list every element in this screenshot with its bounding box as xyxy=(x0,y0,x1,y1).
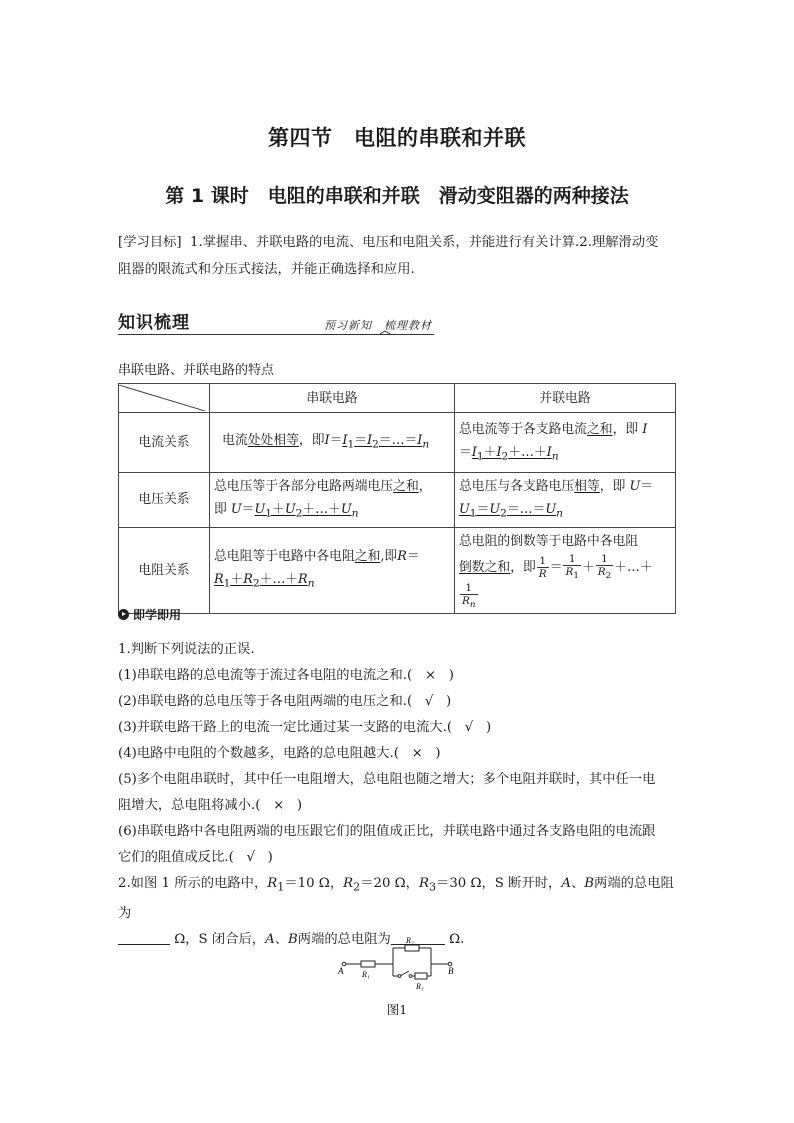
resistor-r1 xyxy=(361,961,375,967)
row-resistance-label: 电阻关系 xyxy=(119,527,210,613)
underline-answer: 之和 xyxy=(354,549,381,565)
label-a: A xyxy=(338,966,344,976)
answer-mark: × xyxy=(424,668,437,683)
list-item: (6)串联电路中各电阻两端的电压跟它们的阻值成正比，并联电路中通过各支路电阻的电流跟 它们的阻值成反比.( √ ) xyxy=(118,824,656,865)
list-item: (4)电路中电阻的个数越多，电路的总电阻越大.( × ) xyxy=(118,746,441,761)
resistance-parallel-cell: 总电阻的倒数等于电路中各电阻 倒数之和，即 $\frac{1}{R}$ ＝ $\frac{1}{R_1}$ ＋ $\frac{1}{R_2}$ ＋…＋ $\frac{1}{R_n}$ xyxy=(455,527,676,613)
switch-s xyxy=(401,971,409,976)
answer-mark: √ xyxy=(424,694,434,709)
underline-answer: 之和 xyxy=(393,479,419,494)
q2-stem: 2.如图 1 所示的电路中，$R_1=10$ Ω，$R_2=20$ Ω，$R_3=30$ Ω，S 断开时，A、B两端的总电阻为 Ω，S 闭合后，A、B两端的总电阻为 Ω. xyxy=(118,876,674,947)
voltage-parallel-cell: 总电压与各支路电压相等，即 U＝ $U_1=U_2=\dots=U_n$ xyxy=(455,473,676,528)
answer-mark: √ xyxy=(464,720,474,735)
answer-mark: × xyxy=(273,798,285,813)
goals-text-1: 1.掌握串、并联电路的电流、电压和电阻关系，并能进行有关计算.2.理解滑动变 xyxy=(190,235,659,250)
current-series-cell: 电流处处相等，即$I=I_1=I_2=\dots=I_n$ xyxy=(210,413,455,473)
resistance-series-cell: 总电阻等于电路中各电阻之和,即R＝ $R_1+R_2+\dots+R_n$ xyxy=(210,527,455,613)
underline-answer: 处处相等 xyxy=(247,433,299,449)
play-icon xyxy=(118,609,129,620)
list-item: (3)并联电路干路上的电流一定比通过某一支路的电流大.( √ ) xyxy=(118,720,492,735)
q1-stem: 1.判断下列说法的正误. xyxy=(118,642,255,657)
diagonal-line xyxy=(119,385,205,411)
underline-answer: 倒数之和 xyxy=(459,559,511,575)
list-item: (5)多个电阻串联时，其中任一电阻增大，总电阻也随之增大；多个电阻并联时，其中任一电 阻增大，总电阻将减小.( × ) xyxy=(118,772,656,813)
fraction-r2: $\frac{1}{R_2}$ xyxy=(597,552,612,581)
label-r2: R₂ xyxy=(406,936,414,945)
resistor-r3 xyxy=(415,973,427,979)
answer-mark: √ xyxy=(246,850,255,865)
underline-answer: 之和 xyxy=(586,421,613,437)
section-title: 知识梳理 xyxy=(118,313,190,333)
fraction-total: $\frac{1}{R}$ xyxy=(538,554,547,580)
goals-text-2: 阻器的限流式和分压式接法，并能正确选择和应用. xyxy=(118,262,415,277)
answer-mark: × xyxy=(411,746,423,761)
section-header xyxy=(118,308,438,340)
voltage-series-cell: 总电压等于各部分电路两端电压之和， 即 $U=U_1+U_2+\dots+U_n$ xyxy=(210,473,455,528)
figure-caption: 图1 xyxy=(386,1002,408,1017)
goals-label: [学习目标] xyxy=(118,235,182,250)
section-tagline: 预习新知 梳理教材 xyxy=(324,319,432,332)
row-resistance xyxy=(119,527,676,613)
practice-heading: 即学即用 xyxy=(118,606,181,623)
list-item: (2)串联电路的总电压等于各电阻两端的电压之和.( √ ) xyxy=(118,694,452,709)
circuit-diagram xyxy=(336,934,460,996)
header-parallel: 并联电路 xyxy=(455,384,676,413)
list-item: (1)串联电路的总电流等于流过各电阻的电流之和.( × ) xyxy=(118,668,454,683)
learning-goals xyxy=(118,229,678,283)
row-voltage xyxy=(119,473,676,528)
underline-answer: 相等 xyxy=(574,479,600,494)
page-title: 第四节 电阻的串联和并联 xyxy=(268,126,526,150)
table-header-row xyxy=(119,384,676,413)
fraction-rn: $\frac{1}{R_n}$ xyxy=(462,581,476,610)
questions xyxy=(118,637,678,953)
header-series: 串联电路 xyxy=(210,384,455,413)
resistor-r2 xyxy=(405,945,419,951)
table-heading: 串联电路、并联电路的特点 xyxy=(118,363,275,378)
current-parallel-cell: 总电流等于各支路电流之和，即 I $=I_1+I_2+\dots+I_n$ xyxy=(455,413,676,473)
label-r1: R₁ xyxy=(362,970,370,979)
table-corner-cell xyxy=(119,384,210,413)
fraction-r1: $\frac{1}{R_1}$ xyxy=(565,552,579,581)
row-current xyxy=(119,413,676,473)
divider-notch-icon xyxy=(380,330,390,336)
answer-blank-1[interactable] xyxy=(118,930,170,945)
label-r3: R₃ xyxy=(416,982,424,991)
row-voltage-label: 电压关系 xyxy=(119,473,210,528)
lesson-subtitle: 第 1 课时 电阻的串联和并联 滑动变阻器的两种接法 xyxy=(165,185,629,207)
comparison-table xyxy=(118,383,676,614)
label-b: B xyxy=(448,966,454,976)
row-current-label: 电流关系 xyxy=(119,413,210,473)
